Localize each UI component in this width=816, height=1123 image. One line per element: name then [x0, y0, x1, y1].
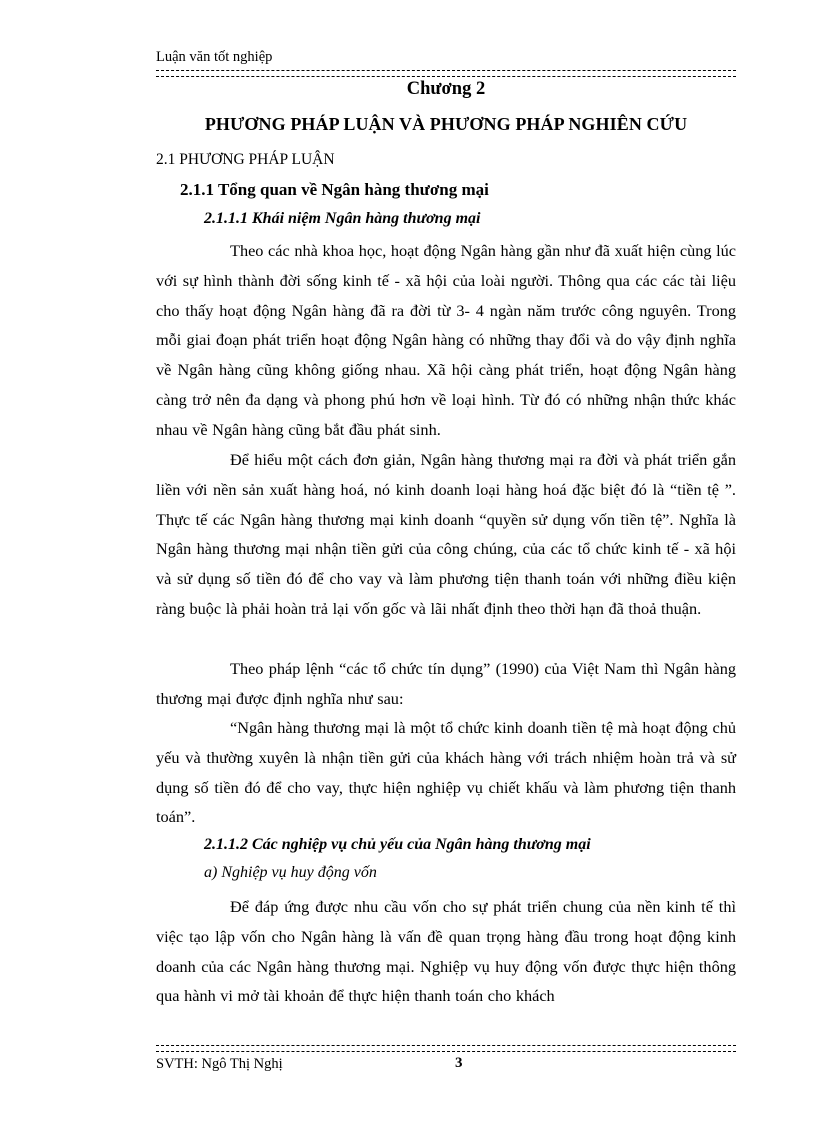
subsection-heading-a: a) Nghiệp vụ huy động vốn — [204, 864, 377, 881]
footer-student: SVTH: Ngô Thị Nghị — [156, 1056, 283, 1072]
paragraph-definition-history: Theo các nhà khoa học, hoạt động Ngân hàng gần như đã xuất hiện cùng lúc với sự hình thành đời sống kinh tế - xã hội của loài người. Thông qua các các tài liệu cho thấy hoạt động Ngân hàng đã ra đời từ 3- 4 ngàn năm trước công nguyên. Trong mỗi giai đoạn phát triển hoạt động Ngân hàng có những thay đổi và do vậy định nghĩa về Ngân hàng cũng không giống nhau. Xã hội càng phát triển, hoạt động Ngân hàng càng trở nên đa dạng và phong phú hơn về loại hình. Từ đó có những nhận thức khác nhau về Ngân hàng cũng bắt đầu phát sinh. — [156, 241, 736, 439]
paragraph-legal-quote: “Ngân hàng thương mại là một tổ chức kinh doanh tiền tệ mà hoạt động chủ yếu và thường xuyên là nhận tiền gửi của khách hàng với trách nhiệm hoàn trả và sử dụng số tiền đó để cho vay, thực hiện nghiệp vụ chiết khấu và làm phương tiện thanh toán”. — [156, 718, 736, 827]
paragraph-capital-mobilization: Để đáp ứng được nhu cầu vốn cho sự phát triển chung của nền kinh tế thì việc tạo lập vốn cho Ngân hàng là vấn đề quan trọng hàng đầu trong hoạt động kinh doanh của các Ngân hàng thương mại. Nghiệp vụ huy động vốn được thực hiện thông qua hành vi mở tài khoản để thực hiện thanh toán cho khách — [156, 897, 736, 1006]
paragraph-legal-intro: Theo pháp lệnh “các tổ chức tín dụng” (1990) của Việt Nam thì Ngân hàng thương mại được định nghĩa như sau: — [156, 659, 736, 708]
section-heading-2-1-1-2: 2.1.1.2 Các nghiệp vụ chủ yếu của Ngân hàng thương mại — [204, 836, 591, 853]
paragraph-simple-definition: Để hiểu một cách đơn giản, Ngân hàng thương mại ra đời và phát triển gắn liền với nền sản xuất hàng hoá, nó kinh doanh loại hàng hoá đặc biệt đó là “tiền tệ ”. Thực tế các Ngân hàng thương mại kinh doanh “quyền sử dụng vốn tiền tệ”. Nghĩa là Ngân hàng thương mại nhận tiền gửi của công chúng, của các tổ chức kinh tế - xã hội và sử dụng số tiền đó để cho vay và làm phương tiện thanh toán với những điều kiện ràng buộc là phải hoàn trả lại vốn gốc và lãi nhất định theo thời hạn đã thoả thuận. — [156, 450, 736, 618]
footer-divider — [156, 1045, 736, 1052]
section-heading-2-1-1: 2.1.1 Tổng quan về Ngân hàng thương mại — [180, 180, 489, 199]
header-divider — [156, 70, 736, 77]
chapter-title: PHƯƠNG PHÁP LUẬN VÀ PHƯƠNG PHÁP NGHIÊN CỨU — [204, 114, 688, 134]
section-heading-2-1: 2.1 PHƯƠNG PHÁP LUẬN — [156, 151, 335, 168]
page-number: 3 — [455, 1055, 463, 1071]
section-heading-2-1-1-1: 2.1.1.1 Khái niệm Ngân hàng thương mại — [204, 210, 481, 227]
chapter-number: Chương 2 — [406, 79, 486, 99]
running-header: Luận văn tốt nghiệp — [156, 49, 273, 65]
